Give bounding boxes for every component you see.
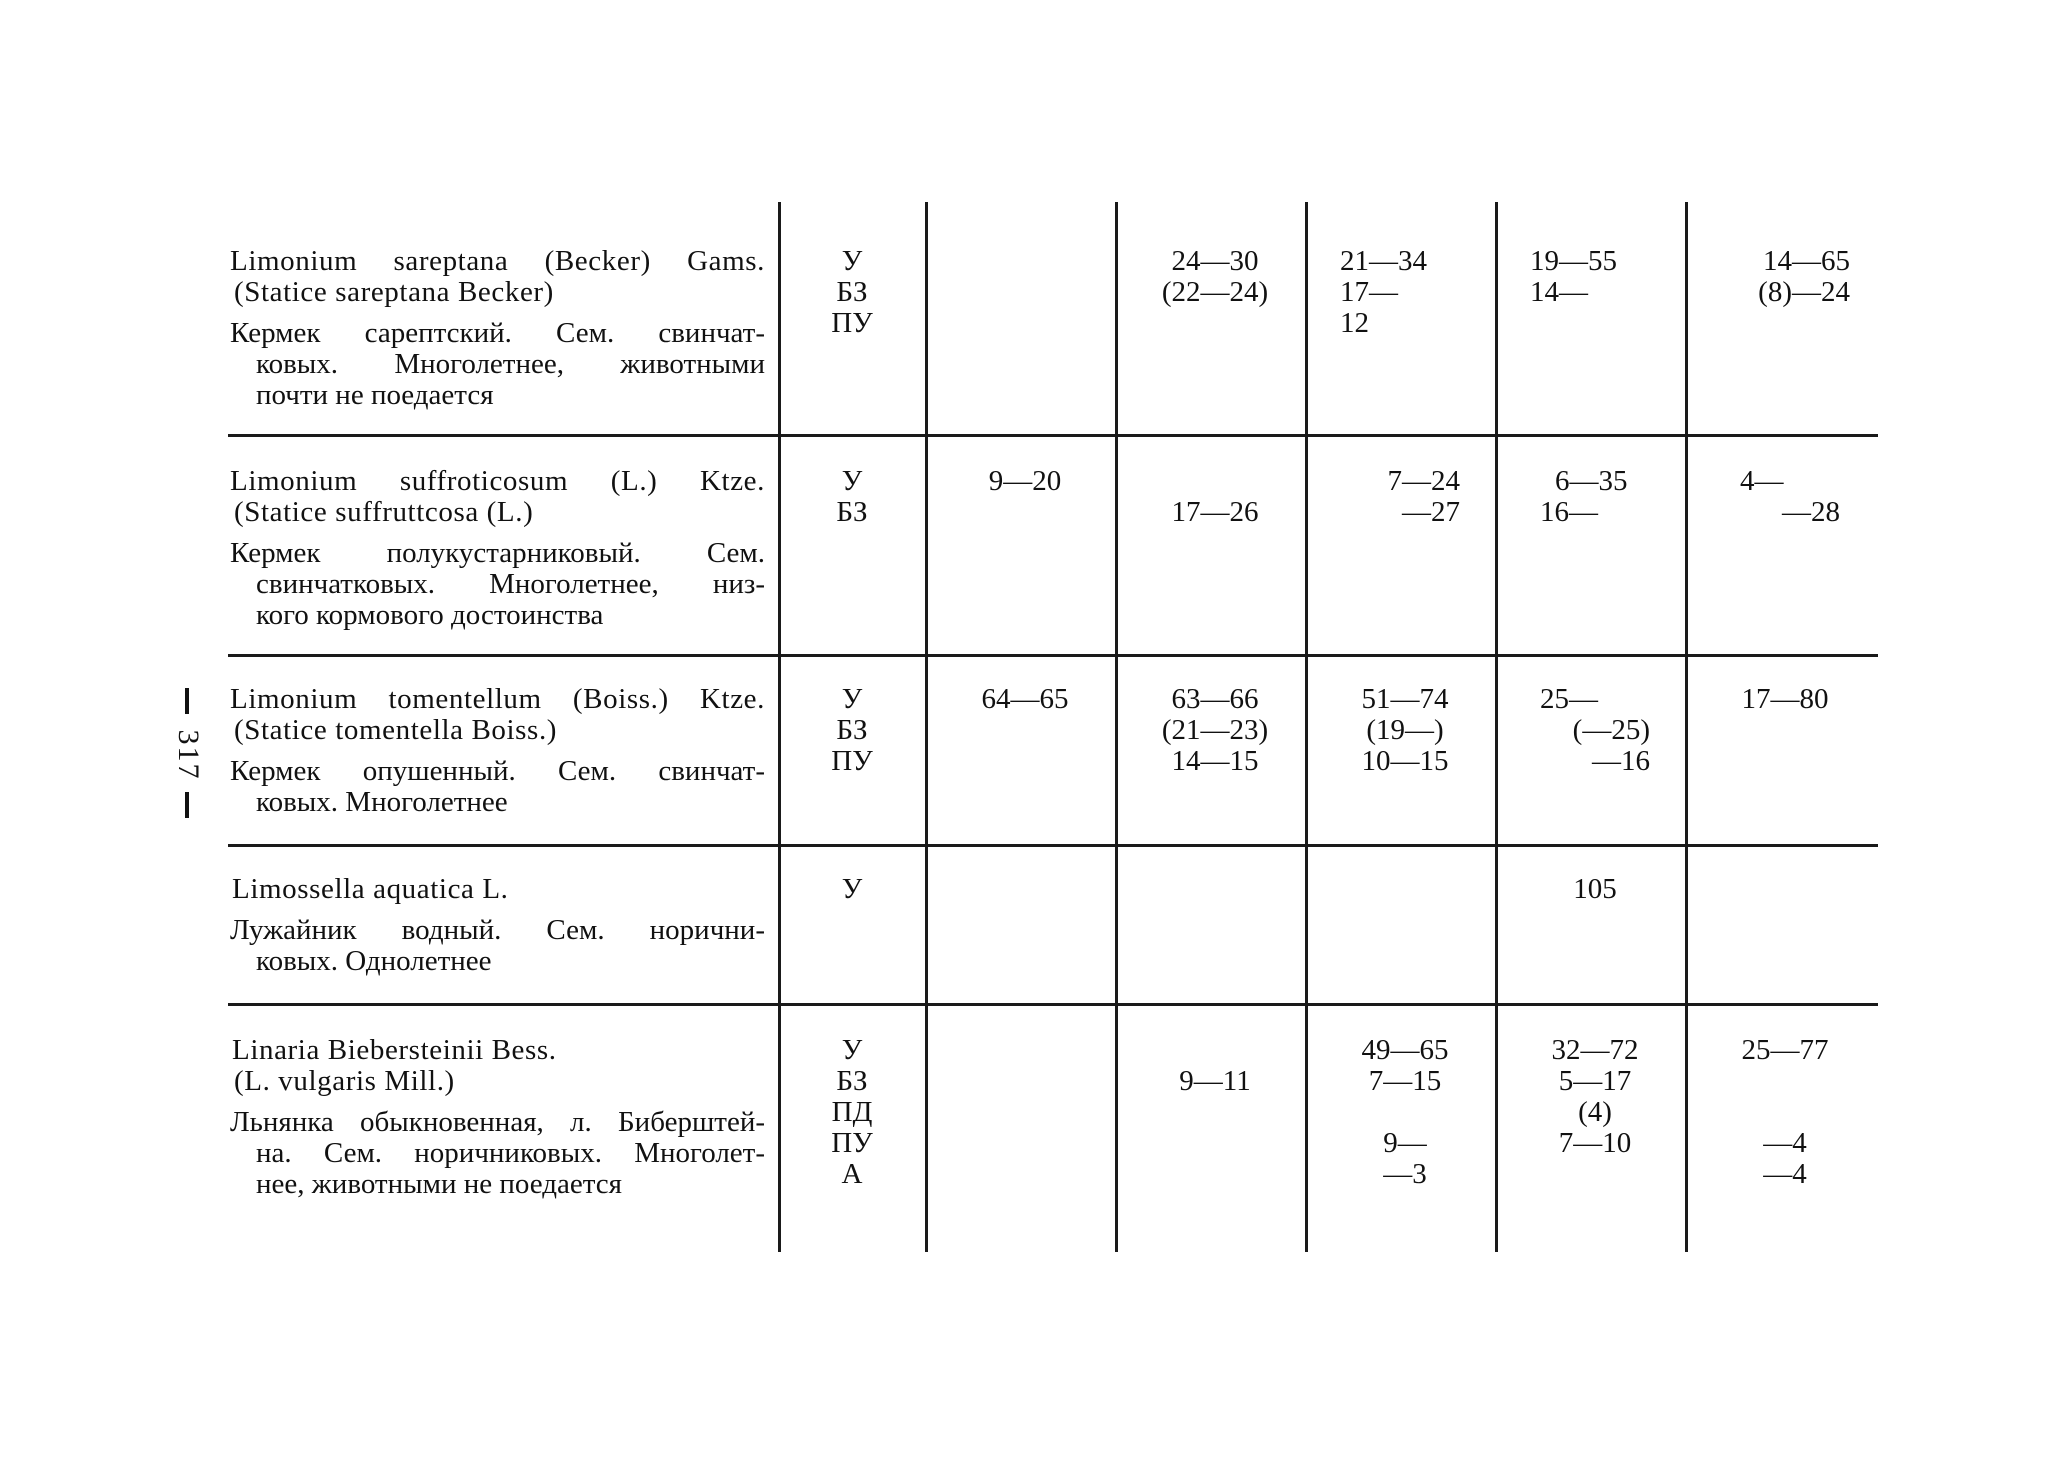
cell-value: (4) [1578, 1096, 1612, 1128]
cell-value: 12 [1340, 307, 1369, 339]
cell-value: —28 [1782, 496, 1840, 528]
value-cell [1720, 246, 1850, 308]
russian-description [230, 538, 765, 631]
value-cell [1740, 466, 1840, 528]
cell-value: 105 [1573, 873, 1617, 905]
russian-description [230, 318, 765, 411]
russian-description [230, 1107, 765, 1200]
latin-name: Limonium suffroticosum (L.) Ktze. [230, 465, 765, 497]
cell-value: —27 [1402, 496, 1460, 528]
description-line: свинчатковых. Многолетнее, низ- [256, 568, 765, 600]
cell-value: 32—72 [1551, 1034, 1639, 1066]
row-separator [228, 844, 1878, 847]
description-line: ковых. Многолетнее [256, 786, 508, 818]
cell-value: 14— [1530, 276, 1588, 308]
cell-value [1130, 1035, 1300, 1066]
cell-value: У [841, 873, 863, 905]
latin-synonym: (Statice tomentella Boiss.) [234, 714, 558, 746]
cell-value: 19—55 [1530, 245, 1617, 277]
cell-value: 25—77 [1741, 1034, 1829, 1066]
habitat-codes [790, 466, 914, 528]
row-separator [228, 654, 1878, 657]
cell-value [1700, 1066, 1870, 1097]
cell-value: ПУ [831, 745, 873, 777]
cell-value: 9—20 [988, 465, 1062, 497]
value-cell [1340, 246, 1450, 339]
cell-value: ПУ [831, 1127, 873, 1159]
value-cell [1360, 466, 1460, 528]
cell-value: (8)—24 [1758, 276, 1850, 308]
cell-value [1320, 1097, 1490, 1128]
value-cell [1540, 684, 1650, 777]
value-cell [1130, 684, 1300, 777]
cell-value: ПУ [831, 307, 873, 339]
cell-value: 25— [1540, 683, 1598, 715]
cell-value: 49—65 [1361, 1034, 1449, 1066]
cell-value: 7—15 [1368, 1065, 1442, 1097]
species-description [230, 684, 765, 818]
cell-value: (19—) [1366, 714, 1444, 746]
value-cell [1540, 466, 1650, 528]
latin-name: Limonium tomentellum (Boiss.) Ktze. [230, 683, 765, 715]
column-rule [1495, 202, 1498, 1252]
cell-value: 21—34 [1340, 245, 1427, 277]
folio-dash [185, 792, 189, 818]
cell-value: —4 [1763, 1127, 1807, 1159]
cell-value: 7—10 [1558, 1127, 1632, 1159]
habitat-codes [790, 684, 914, 777]
value-cell [1130, 1035, 1300, 1097]
cell-value: БЗ [836, 714, 868, 746]
cell-value: 16— [1540, 496, 1598, 528]
value-cell [1130, 246, 1300, 308]
cell-value: У [841, 683, 863, 715]
cell-value: —4 [1763, 1158, 1807, 1190]
cell-value: 17—26 [1171, 496, 1259, 528]
page-number-text: 317 [172, 729, 205, 781]
description-line: Лужайник водный. Сем. норични- [230, 914, 765, 946]
cell-value: 64—65 [981, 683, 1069, 715]
column-rule [1685, 202, 1688, 1252]
description-line: ковых. Однолетнее [256, 945, 492, 977]
species-description [230, 874, 765, 977]
cell-value: У [841, 465, 863, 497]
cell-value: У [841, 1034, 863, 1066]
cell-value: А [841, 1158, 863, 1190]
cell-value: 7—24 [1387, 465, 1460, 497]
species-description [230, 1035, 765, 1200]
cell-value: (21—23) [1161, 714, 1269, 746]
value-cell [1700, 1035, 1870, 1190]
column-rule [778, 202, 781, 1252]
page-number [168, 688, 208, 818]
column-rule [925, 202, 928, 1252]
latin-synonym: (Statice sareptana Becker) [234, 276, 554, 308]
habitat-codes [790, 246, 914, 339]
cell-value: 10—15 [1361, 745, 1449, 777]
cell-value: 14—15 [1171, 745, 1259, 777]
latin-synonym: (L. vulgaris Mill.) [234, 1065, 455, 1097]
row-separator [228, 434, 1878, 437]
cell-value: (22—24) [1161, 276, 1269, 308]
value-cell [1530, 246, 1640, 308]
value-cell [1700, 684, 1870, 715]
cell-value [1130, 466, 1300, 497]
russian-description [230, 756, 765, 818]
value-cell [1320, 684, 1490, 777]
cell-value: ПД [831, 1096, 873, 1128]
cell-value: (—25) [1572, 714, 1650, 746]
latin-name: Limossella aquatica L. [232, 873, 509, 905]
value-cell [1320, 1035, 1490, 1190]
cell-value: 24—30 [1171, 245, 1259, 277]
cell-value: 17— [1340, 276, 1398, 308]
cell-value: БЗ [836, 496, 868, 528]
habitat-codes [790, 874, 914, 905]
russian-description [230, 915, 765, 977]
cell-value: —3 [1383, 1158, 1427, 1190]
description-line: Льнянка обыкновенная, л. Биберштей- [230, 1106, 765, 1138]
cell-value: 14—65 [1763, 245, 1850, 277]
description-line: на. Сем. норичниковых. Многолет- [256, 1137, 765, 1169]
species-description [230, 246, 765, 411]
latin-name: Limonium sareptana (Becker) Gams. [230, 245, 765, 277]
description-line: ковых. Многолетнее, животными [256, 348, 765, 380]
value-cell [940, 466, 1110, 497]
cell-value: 63—66 [1171, 683, 1259, 715]
value-cell [1510, 874, 1680, 905]
description-line: Кермек полукустарниковый. Сем. [230, 537, 765, 569]
cell-value: 4— [1740, 465, 1784, 497]
value-cell [1510, 1035, 1680, 1159]
value-cell [1130, 466, 1300, 528]
cell-value: БЗ [836, 276, 868, 308]
latin-name: Linaria Biebersteinii Bess. [232, 1034, 557, 1066]
cell-value: 9—11 [1179, 1065, 1251, 1097]
description-line: кого кормового достоинства [256, 599, 604, 631]
value-cell [940, 684, 1110, 715]
description-line: Кермек опушенный. Сем. свинчат- [230, 755, 765, 787]
description-line: Кермек сарептский. Сем. свинчат- [230, 317, 765, 349]
cell-value: БЗ [836, 1065, 868, 1097]
species-description [230, 466, 765, 631]
cell-value: —16 [1592, 745, 1650, 777]
column-rule [1305, 202, 1308, 1252]
cell-value: 5—17 [1558, 1065, 1632, 1097]
description-line: почти не поедается [256, 379, 494, 411]
habitat-codes [790, 1035, 914, 1190]
latin-synonym: (Statice suffruttcosa (L.) [234, 496, 534, 528]
cell-value: 17—80 [1741, 683, 1829, 715]
row-separator [228, 1003, 1878, 1006]
cell-value: У [841, 245, 863, 277]
description-line: нее, животными не поедается [256, 1168, 622, 1200]
cell-value [1700, 1097, 1870, 1128]
cell-value: 51—74 [1361, 683, 1449, 715]
cell-value: 9— [1383, 1127, 1427, 1159]
column-rule [1115, 202, 1118, 1252]
cell-value: 6—35 [1555, 465, 1628, 497]
